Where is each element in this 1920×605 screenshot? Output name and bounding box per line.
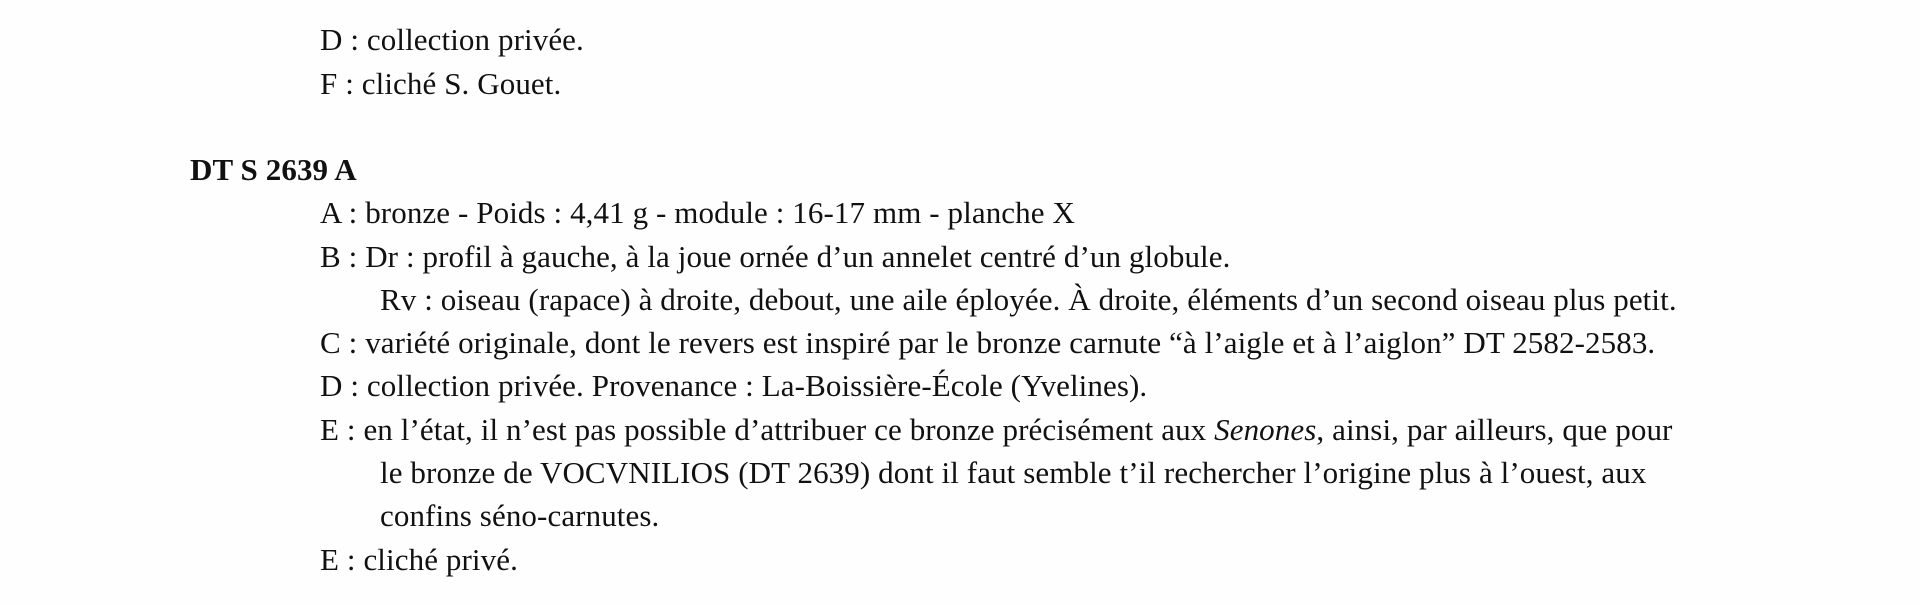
entry-line-e3: confins séno-carnutes. <box>380 498 660 533</box>
entry-line-e1-after: , ainsi, par ailleurs, que pour <box>1316 412 1673 447</box>
entry-line-e2: le bronze de VOCVNILIOS (DT 2639) dont il faut semble t’il rechercher l’origine plus à l’ouest, aux <box>380 455 1647 490</box>
previous-entry-line-f: F : cliché S. Gouet. <box>320 66 562 101</box>
previous-entry-line-d: D : collection privée. <box>320 22 584 57</box>
entry-line-e1-before: E : en l’état, il n’est pas possible d’attribuer ce bronze précisément aux <box>320 412 1215 447</box>
entry-line-e1 <box>320 412 1672 448</box>
entry-line-b1: B : Dr : profil à gauche, à la joue ornée d’un annelet centré d’un globule. <box>320 239 1231 274</box>
entry-line-d: D : collection privée. Provenance : La-Boissière-École (Yvelines). <box>320 368 1148 403</box>
entry-heading: DT S 2639 A <box>190 152 357 187</box>
entry-line-e1-italic: Senones <box>1214 412 1317 447</box>
entry-line-e4: E : cliché privé. <box>320 542 518 577</box>
entry-line-a: A : bronze - Poids : 4,41 g - module : 16-17 mm - planche X <box>320 195 1075 230</box>
entry-line-b2: Rv : oiseau (rapace) à droite, debout, une aile éployée. À droite, éléments d’un second oiseau plus petit. <box>380 282 1677 317</box>
entry-line-c: C : variété originale, dont le revers est inspiré par le bronze carnute “à l’aigle et à l’aiglon” DT 2582-2583. <box>320 325 1656 360</box>
